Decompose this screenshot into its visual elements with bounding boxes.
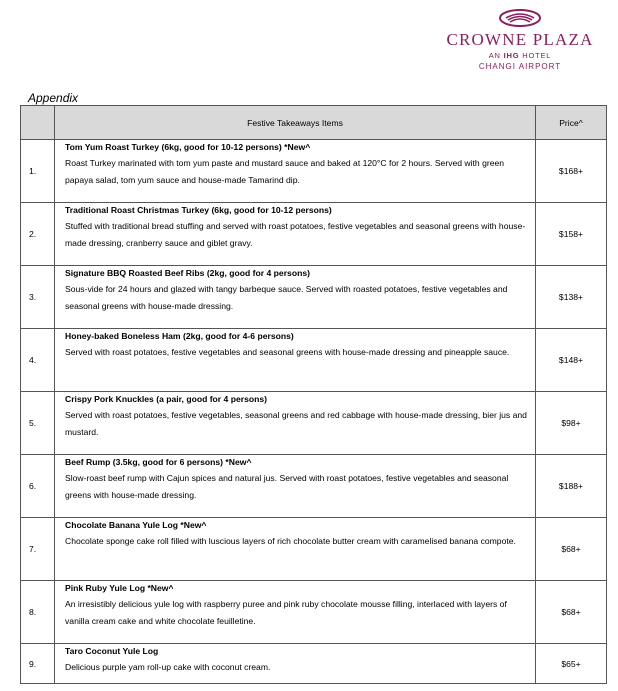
item-price: $188+ <box>536 455 607 518</box>
header-items-cell: Festive Takeaways Items <box>55 106 536 140</box>
item-price: $158+ <box>536 203 607 266</box>
item-number: 3. <box>21 266 55 329</box>
table-row <box>21 518 607 581</box>
item-description: Stuffed with traditional bread stuffing and served with roast potatoes, festive vegetables and seasonal greens with house-made dressing, cranberry sauce and giblet gravy. <box>65 221 526 248</box>
item-number: 5. <box>21 392 55 455</box>
item-number: 4. <box>21 329 55 392</box>
section-label: Appendix <box>28 91 79 105</box>
crowne-plaza-emblem-icon <box>497 8 543 28</box>
crowne-plaza-logo <box>445 8 595 71</box>
item-description: Slow-roast beef rump with Cajun spices and natural jus. Served with roast potatoes, festive vegetables and seasonal greens with house-made dressing. <box>65 473 509 500</box>
table-row <box>21 329 607 392</box>
item-price: $148+ <box>536 329 607 392</box>
item-description-cell <box>55 329 536 392</box>
header-number-cell <box>21 106 55 140</box>
table-row <box>21 392 607 455</box>
item-description-cell <box>55 455 536 518</box>
item-description-cell <box>55 518 536 581</box>
item-price: $68+ <box>536 581 607 644</box>
item-price: $98+ <box>536 392 607 455</box>
item-description: Chocolate sponge cake roll filled with luscious layers of rich chocolate butter cream with caramelised banana compote. <box>65 536 516 546</box>
item-price: $65+ <box>536 644 607 684</box>
item-title: Signature BBQ Roasted Beef Ribs (2kg, good for 4 persons) <box>65 268 310 278</box>
table-row <box>21 266 607 329</box>
item-price: $168+ <box>536 140 607 203</box>
item-price: $138+ <box>536 266 607 329</box>
table-row <box>21 140 607 203</box>
table-body <box>21 140 607 684</box>
item-number: 2. <box>21 203 55 266</box>
item-description: An irresistibly delicious yule log with raspberry puree and pink ruby chocolate mousse filling, interlaced with layers of vanilla cream cake and white chocolate feuilletine. <box>65 599 507 626</box>
header-price-cell: Price^ <box>536 106 607 140</box>
item-number: 8. <box>21 581 55 644</box>
affiliation-suffix: HOTEL <box>522 51 552 60</box>
item-description-cell <box>55 203 536 266</box>
item-title: Chocolate Banana Yule Log *New^ <box>65 520 207 530</box>
table-header-row <box>21 106 607 140</box>
item-description: Delicious purple yam roll-up cake with coconut cream. <box>65 662 271 672</box>
item-number: 7. <box>21 518 55 581</box>
item-title: Pink Ruby Yule Log *New^ <box>65 583 174 593</box>
table-row <box>21 203 607 266</box>
item-title: Traditional Roast Christmas Turkey (6kg, good for 10-12 persons) <box>65 205 332 215</box>
item-title: Crispy Pork Knuckles (a pair, good for 4 persons) <box>65 394 268 404</box>
festive-takeaways-table <box>20 105 607 684</box>
table-row <box>21 581 607 644</box>
table-row <box>21 644 607 684</box>
item-description-cell <box>55 140 536 203</box>
item-title: Beef Rump (3.5kg, good for 6 persons) *New^ <box>65 457 252 467</box>
item-description: Served with roast potatoes, festive vegetables and seasonal greens with house-made dressing and pineapple sauce. <box>65 347 510 357</box>
brand-name: CROWNE PLAZA <box>446 30 594 49</box>
item-title: Tom Yum Roast Turkey (6kg, good for 10-12 persons) *New^ <box>65 142 311 152</box>
item-description: Roast Turkey marinated with tom yum paste and mustard sauce and baked at 120°C for 2 hours. Served with green papaya salad, tom yum sauce and house-made Tamarind dip. <box>65 158 505 185</box>
item-title: Taro Coconut Yule Log <box>65 646 159 656</box>
item-title: Honey-baked Boneless Ham (2kg, good for 4-6 persons) <box>65 331 294 341</box>
brand-affiliation <box>445 51 595 60</box>
item-description-cell <box>55 644 536 684</box>
item-number: 9. <box>21 644 55 684</box>
item-description: Served with roast potatoes, festive vegetables, seasonal greens and red cabbage with house-made dressing, bier jus and mustard. <box>65 410 527 437</box>
table-row <box>21 455 607 518</box>
item-price: $68+ <box>536 518 607 581</box>
item-description: Sous-vide for 24 hours and glazed with tangy barbeque sauce. Served with roasted potatoes, festive vegetables and seasonal greens with house-made dressing. <box>65 284 508 311</box>
item-description-cell <box>55 392 536 455</box>
item-description-cell <box>55 266 536 329</box>
item-number: 1. <box>21 140 55 203</box>
item-description-cell <box>55 581 536 644</box>
brand-location: CHANGI AIRPORT <box>478 62 562 71</box>
item-number: 6. <box>21 455 55 518</box>
affiliation-brand: IHG <box>503 51 520 60</box>
affiliation-prefix: AN <box>488 51 501 60</box>
